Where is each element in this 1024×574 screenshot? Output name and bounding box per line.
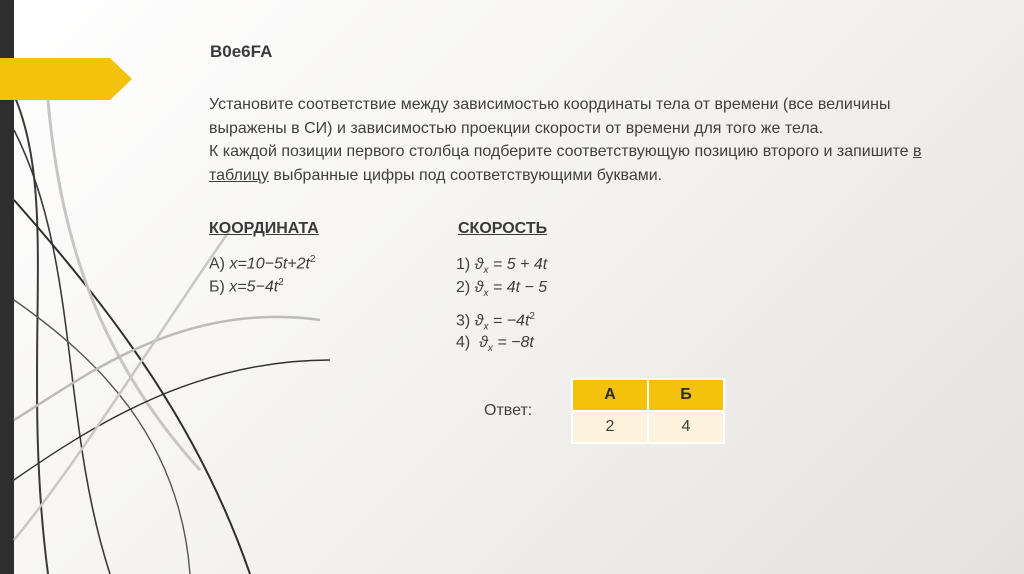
answer-header-row xyxy=(572,379,724,411)
accent-arrow-tab xyxy=(0,58,132,100)
item-symbol: ϑ xyxy=(474,279,484,296)
item-prefix: А) xyxy=(209,255,230,273)
item-symbol: ϑ xyxy=(474,256,484,273)
item-formula: = −8t xyxy=(492,334,534,351)
item-formula: = −4t xyxy=(488,312,530,330)
item-formula: = 4t − 5 xyxy=(488,279,548,296)
item-prefix: Б) xyxy=(209,278,230,296)
item-prefix: 2) xyxy=(456,279,475,296)
task-line-2a: К каждой позиции первого столбца подберите соответствующую позицию второго и запишите xyxy=(209,143,914,160)
item-subscript: x xyxy=(483,288,489,300)
answer-label: Ответ: xyxy=(484,402,533,419)
coordinate-column-header: КООРДИНАТА xyxy=(209,220,319,237)
velocity-item-2 xyxy=(456,279,547,299)
item-subscript: x xyxy=(487,343,493,355)
task-text xyxy=(209,93,929,187)
velocity-item-1 xyxy=(456,256,547,276)
item-subscript: x xyxy=(483,265,489,277)
task-line-1: Установите соответствие между зависимостью координаты тела от времени (все величины выражены в СИ) и зависимостью проекции скорости от времени для того же тела. xyxy=(209,96,891,137)
velocity-item-4 xyxy=(456,334,534,354)
answer-header-b: Б xyxy=(648,379,724,411)
item-exponent: 2 xyxy=(278,277,284,288)
table-link[interactable]: в таблицу xyxy=(209,143,922,184)
item-symbol: ϑ xyxy=(474,312,484,330)
item-symbol: ϑ xyxy=(479,334,488,351)
item-exponent: 2 xyxy=(309,254,316,265)
answer-value-row xyxy=(572,411,724,443)
item-subscript: x xyxy=(483,321,489,333)
item-exponent: 2 xyxy=(529,311,535,322)
answer-table xyxy=(571,378,725,444)
answer-cell-a[interactable]: 2 xyxy=(572,411,648,443)
item-formula: x=5−4t xyxy=(229,278,279,296)
answer-cell-b[interactable]: 4 xyxy=(648,411,724,443)
item-formula: = 5 + 4t xyxy=(488,256,548,273)
velocity-column-header: СКОРОСТЬ xyxy=(458,220,548,237)
velocity-item-3 xyxy=(456,311,535,333)
item-prefix: 4) xyxy=(456,334,480,351)
item-formula: x=10−5t+2t xyxy=(229,255,310,273)
answer-header-a: А xyxy=(572,379,648,411)
coordinate-item-b xyxy=(209,277,284,296)
coordinate-item-a xyxy=(209,254,316,273)
slide-title: B0e6FA xyxy=(210,42,273,61)
item-prefix: 3) xyxy=(456,312,475,330)
item-prefix: 1) xyxy=(456,256,475,273)
task-line-2b: выбранные цифры под соответствующими буквами. xyxy=(268,166,663,184)
